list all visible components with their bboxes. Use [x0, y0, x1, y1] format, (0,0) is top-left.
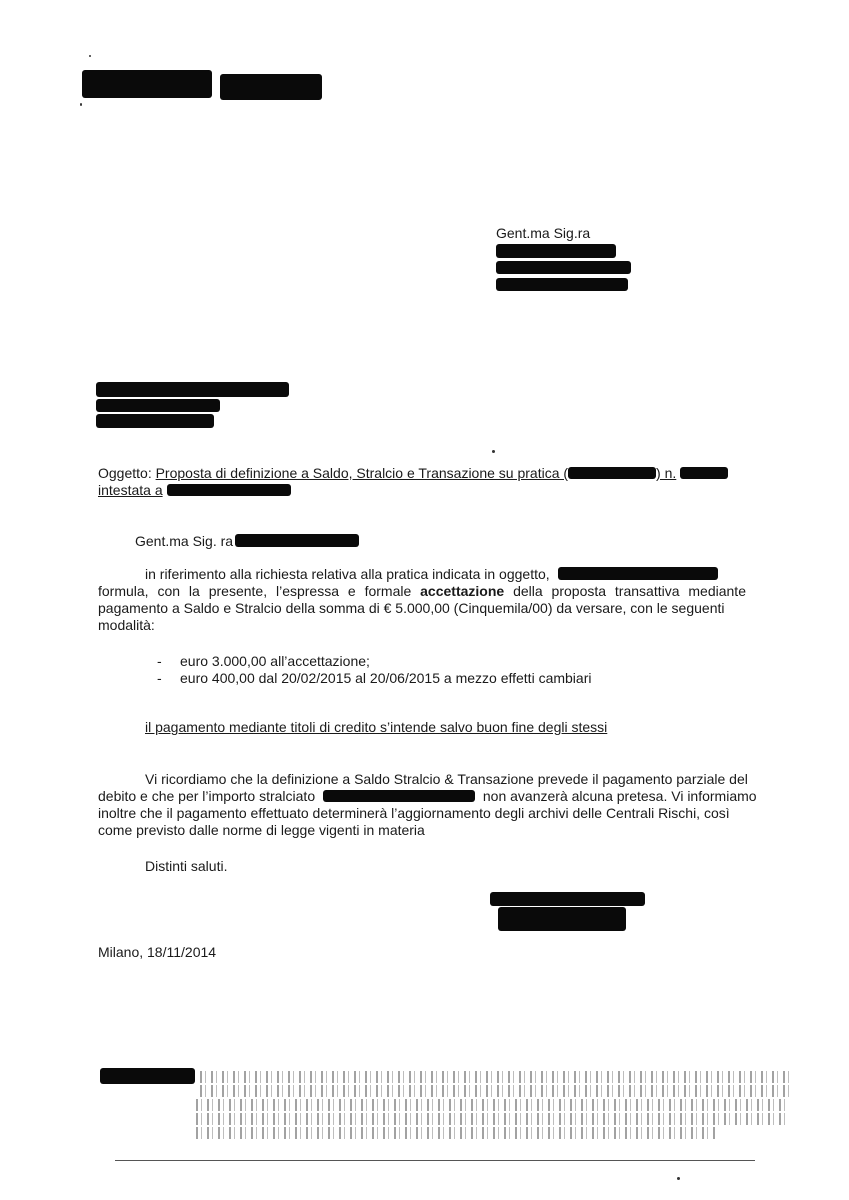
redacted-address-line-1	[96, 382, 289, 397]
paragraph-1-line-2	[98, 583, 746, 600]
redacted-subject-code	[568, 467, 656, 479]
redacted-sender-2	[220, 74, 322, 100]
list-dash-2: -	[157, 670, 162, 686]
paragraph-1-bold-word: accettazione	[420, 583, 505, 599]
footer-legal-text-scan	[200, 1071, 790, 1083]
footer-legal-text-scan	[196, 1113, 790, 1125]
redacted-company-name-2	[323, 790, 475, 802]
redacted-subject-holder	[167, 484, 291, 496]
subject-line-1	[98, 465, 728, 482]
redacted-subject-number	[680, 467, 728, 479]
recipient-salutation: Gent.ma Sig.ra	[496, 225, 591, 241]
redacted-signature-1	[490, 892, 645, 906]
list-item-2: euro 400,00 dal 20/02/2015 al 20/06/2015 a mezzo effetti cambiari	[180, 670, 592, 686]
paragraph-1-line-4: modalità:	[98, 617, 155, 633]
subject-text-part2: ) n.	[656, 465, 677, 481]
redacted-footer-logo	[100, 1068, 195, 1084]
redacted-address-line-3	[96, 414, 214, 428]
closing: Distinti saluti.	[145, 858, 228, 874]
paragraph-2-line-1: Vi ricordiamo che la definizione a Saldo Stralcio & Transazione prevede il pagamento parziale del	[145, 771, 748, 787]
redacted-recipient-address	[496, 261, 631, 274]
list-item-1: euro 3.000,00 all’accettazione;	[180, 653, 370, 669]
subject-text-part3: intestata a	[98, 482, 163, 498]
footer-legal-text-scan	[196, 1127, 716, 1139]
greeting-text: Gent.ma Sig. ra	[135, 533, 234, 549]
paragraph-2-line-4: come previsto dalle norme di legge vigenti in materia	[98, 822, 425, 838]
paragraph-1-line-3: pagamento a Saldo e Stralcio della somma di € 5.000,00 (Cinquemila/00) da versare, con le seguenti	[98, 600, 725, 616]
paragraph-2-line-3: inoltre che il pagamento effettuato determinerà l’aggiornamento degli archivi delle Centrali Rischi, così	[98, 805, 730, 821]
paragraph-2-text-2a: debito e che per l’importo stralciato	[98, 788, 316, 804]
paragraph-1-text-2b: della proposta transattiva mediante	[513, 583, 746, 599]
redacted-greeting-name	[235, 534, 359, 547]
scan-speck	[80, 103, 82, 106]
redacted-signature-2	[498, 907, 626, 931]
redacted-address-line-2	[96, 399, 220, 412]
footer-legal-text-scan	[196, 1099, 790, 1111]
scan-speck	[677, 1177, 680, 1180]
subject-line-2	[98, 482, 291, 499]
list-dash-1: -	[157, 653, 162, 669]
paragraph-1-line-1	[145, 566, 718, 583]
paragraph-1-text-2a: formula, con la presente, l’espressa e formale	[98, 583, 412, 599]
greeting	[135, 533, 359, 550]
redacted-company-name	[558, 567, 718, 580]
scan-speck	[89, 55, 91, 57]
scan-speck	[492, 450, 495, 453]
paragraph-2-text-2b: non avanzerà alcuna pretesa. Vi informiamo	[482, 788, 757, 804]
payment-note: il pagamento mediante titoli di credito s’intende salvo buon fine degli stessi	[145, 719, 608, 735]
subject-text-part1: Proposta di definizione a Saldo, Stralcio e Transazione su pratica (	[155, 465, 569, 481]
place-date: Milano, 18/11/2014	[98, 944, 217, 960]
footer-legal-text-scan	[200, 1085, 790, 1097]
paragraph-1-text-1: in riferimento alla richiesta relativa alla pratica indicata in oggetto,	[145, 566, 550, 582]
redacted-recipient-name	[496, 244, 616, 258]
redacted-recipient-city	[496, 278, 628, 291]
redacted-sender-1	[82, 70, 212, 98]
subject-label: Oggetto:	[98, 465, 152, 481]
footer-rule	[115, 1160, 755, 1161]
paragraph-2-line-2	[98, 788, 757, 805]
